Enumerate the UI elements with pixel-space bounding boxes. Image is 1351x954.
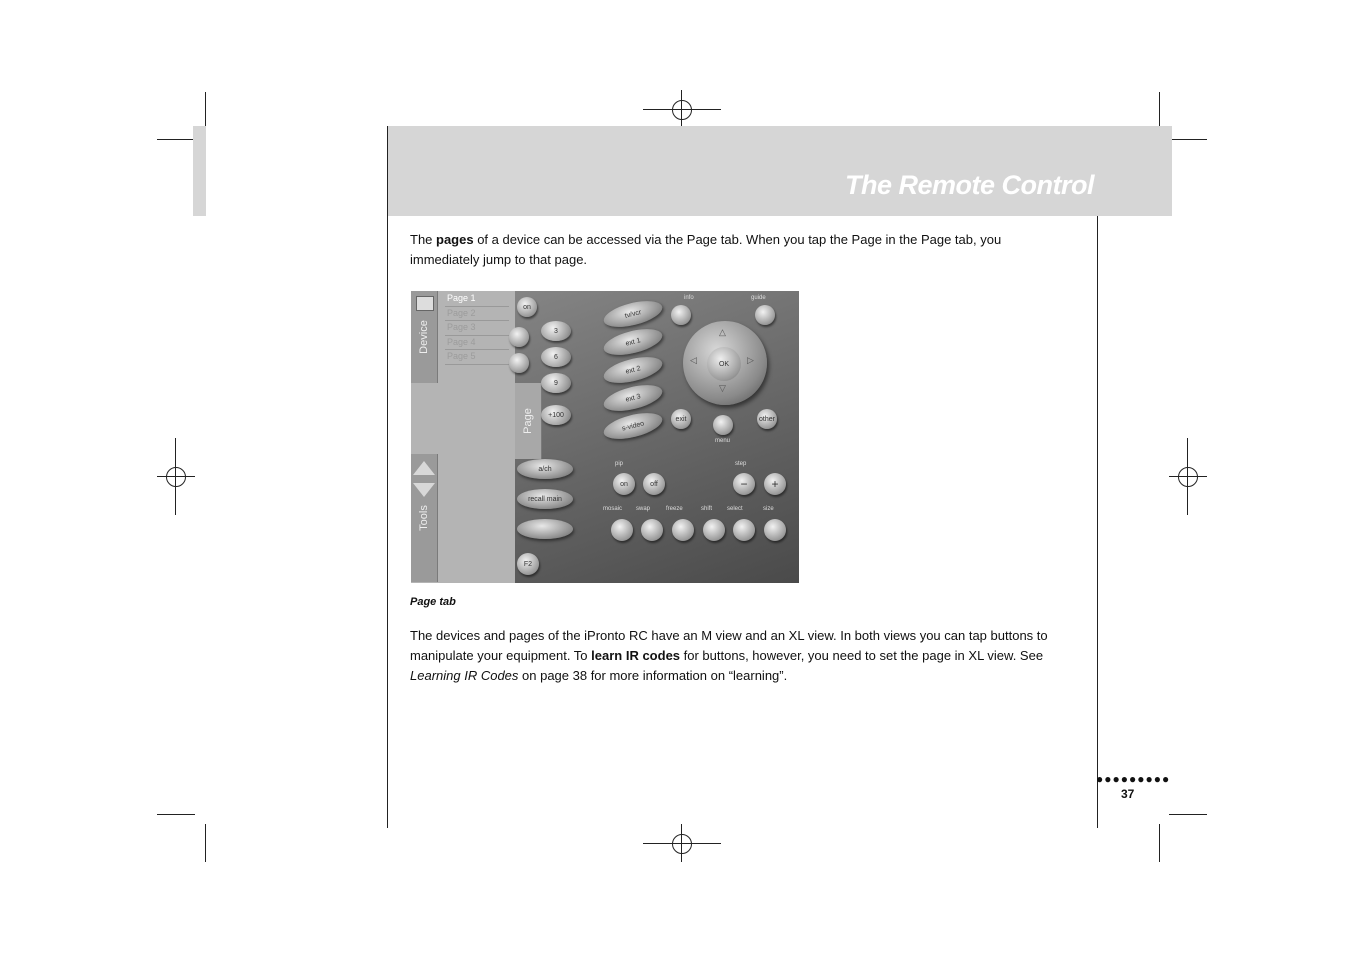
page-list-item[interactable]: Page 5 [445, 350, 509, 365]
ext3-button[interactable]: ext 3 [601, 380, 665, 416]
arrow-down-icon[interactable]: ▽ [719, 383, 726, 393]
on-button[interactable]: on [517, 297, 537, 317]
registration-mark [166, 467, 186, 487]
keypad-button[interactable] [509, 353, 529, 373]
registration-line [643, 109, 721, 110]
side-tab-marker [193, 126, 206, 216]
guide-label: guide [751, 295, 766, 301]
ext2-button[interactable]: ext 2 [601, 352, 665, 388]
row-label: mosaic [603, 506, 623, 512]
registration-mark [1178, 467, 1198, 487]
page-list-item[interactable]: Page 2 [445, 307, 509, 322]
crop-mark [1169, 814, 1207, 815]
info-label: info [684, 295, 694, 301]
device-icon[interactable] [416, 296, 434, 311]
keypad-plus100-button[interactable]: +100 [541, 405, 571, 425]
keypad-6-button[interactable]: 6 [541, 347, 571, 367]
mosaic-icon[interactable] [611, 519, 633, 541]
page-list-item[interactable]: Page 1 [445, 292, 509, 307]
s-video-button[interactable]: s-video [601, 408, 665, 444]
body-text: The devices and pages of the iPronto RC have an M view and an XL view. In both views you can tap buttons to manipulate your equipment. To [410, 628, 1048, 663]
tab-page-label: Page [522, 408, 534, 434]
guide-button[interactable] [755, 305, 775, 325]
ok-button[interactable]: OK [707, 347, 741, 381]
body-italic-reference: Learning IR Codes [410, 668, 519, 683]
body-text: on page 38 for more information on “learning”. [518, 668, 788, 683]
page-list [445, 292, 509, 365]
menu-button[interactable] [713, 415, 733, 435]
row-label: swap [636, 506, 651, 512]
keypad-9-button[interactable]: 9 [541, 373, 571, 393]
arrow-right-icon[interactable]: ▷ [747, 355, 754, 365]
keypad-3-button[interactable]: 3 [541, 321, 571, 341]
crop-mark [157, 814, 195, 815]
other-button[interactable]: other [757, 409, 777, 429]
freeze-icon[interactable] [672, 519, 694, 541]
tv-vcr-button[interactable]: tv/vcr [601, 296, 665, 332]
footer-dots: ●●●●●●●●● [1096, 772, 1171, 786]
select-icon[interactable] [733, 519, 755, 541]
mosaic-button[interactable] [517, 519, 573, 539]
page-list-item[interactable]: Page 3 [445, 321, 509, 336]
registration-line [157, 476, 195, 477]
arrow-left-icon[interactable]: ◁ [690, 355, 697, 365]
step-label: step [735, 461, 747, 467]
crop-mark [205, 824, 206, 862]
registration-line [1187, 438, 1188, 515]
f2-button[interactable]: F2 [517, 553, 539, 575]
registration-line [1169, 476, 1207, 477]
exit-button[interactable]: exit [671, 409, 691, 429]
registration-line [175, 438, 176, 515]
remote-screen-figure [411, 291, 799, 583]
intro-text: The [410, 232, 437, 247]
pip-off-button[interactable]: off [643, 473, 665, 495]
recall-main-button[interactable]: recall main [517, 489, 573, 509]
info-button[interactable] [671, 305, 691, 325]
right-margin-rule [1097, 216, 1098, 828]
page-header [388, 126, 1172, 216]
step-plus-button[interactable]: + [764, 473, 786, 495]
registration-line [643, 843, 721, 844]
registration-line [681, 90, 682, 128]
shift-icon[interactable] [703, 519, 725, 541]
body-paragraph [410, 626, 1070, 686]
registration-line [681, 824, 682, 862]
page-title: The Remote Control [844, 170, 1094, 200]
page-list-item[interactable]: Page 4 [445, 336, 509, 351]
registration-mark [672, 834, 692, 854]
crop-mark [205, 92, 206, 129]
size-icon[interactable] [764, 519, 786, 541]
page-number: 37 [1121, 787, 1135, 801]
row-label: select [727, 506, 743, 512]
ext1-button[interactable]: ext 1 [601, 324, 665, 360]
row-label: size [763, 506, 774, 512]
crop-mark [1159, 824, 1160, 862]
intro-bold-term: pages [436, 232, 474, 247]
step-minus-button[interactable]: − [733, 473, 755, 495]
pip-label: pip [615, 461, 624, 467]
body-text: for buttons, however, you need to set the page in XL view. See [680, 648, 1044, 663]
tab-tools-label: Tools [418, 505, 430, 531]
intro-paragraph [410, 230, 1070, 270]
crop-mark [1169, 139, 1207, 140]
figure-caption: Page tab [410, 596, 456, 608]
row-label: freeze [666, 506, 683, 512]
tab-page[interactable] [515, 383, 542, 459]
intro-text: of a device can be accessed via the Page tab. When you tap the Page in the Page tab, you immediately jump to that page. [410, 232, 1002, 267]
swap-icon[interactable] [641, 519, 663, 541]
menu-label: menu [715, 438, 731, 444]
pip-on-button[interactable]: on [613, 473, 635, 495]
row-label: shift [701, 506, 713, 512]
registration-mark [672, 100, 692, 120]
crop-mark [1159, 92, 1160, 129]
body-bold-term: learn IR codes [591, 648, 681, 663]
arrow-up-icon[interactable]: △ [719, 327, 726, 337]
tab-device-label: Device [418, 320, 430, 354]
a-ch-button[interactable]: a/ch [517, 459, 573, 479]
left-margin-rule [387, 126, 388, 828]
crop-mark [157, 139, 195, 140]
keypad-button[interactable] [509, 327, 529, 347]
